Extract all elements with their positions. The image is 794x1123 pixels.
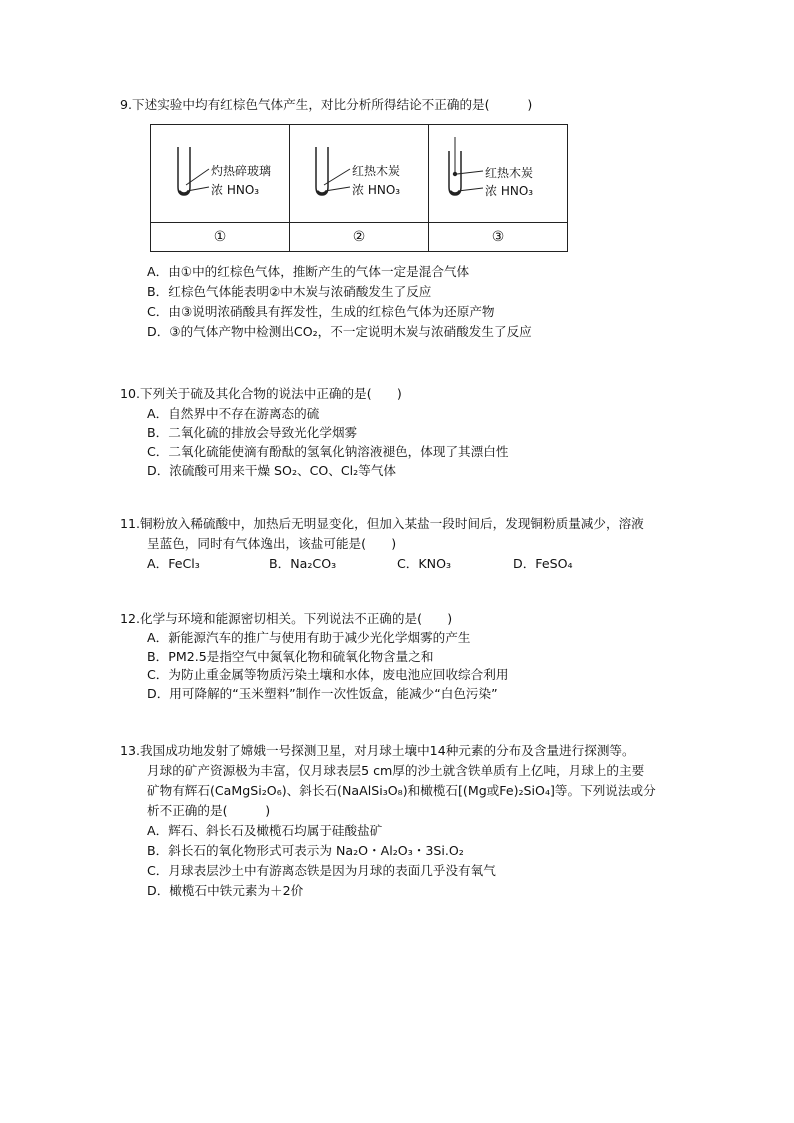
option-c: C．为防止重金属等物质污染土壤和水体，废电池应回收综合利用 bbox=[147, 667, 509, 682]
option-a: A．辉石、斜长石及橄榄石均属于硅酸盐矿 bbox=[147, 823, 383, 838]
option-c: C．由③说明浓硝酸具有挥发性，生成的红棕色气体为还原产物 bbox=[147, 304, 495, 319]
option-c: C．二氧化硫能使滴有酚酞的氢氧化钠溶液褪色，体现了其漂白性 bbox=[147, 444, 509, 459]
question-13 bbox=[120, 741, 720, 901]
question-11 bbox=[120, 514, 720, 574]
question-stem: 10.下列关于硫及其化合物的说法中正确的是( ) bbox=[120, 386, 402, 401]
reagent-label-top: 灼热碎玻璃 bbox=[211, 164, 272, 178]
option-a: A．自然界中不存在游离态的硫 bbox=[147, 406, 320, 421]
option-d: D．浓硫酸可用来干燥 SO₂、CO、Cl₂等气体 bbox=[147, 463, 397, 478]
experiment-number-1: ① bbox=[151, 223, 290, 252]
question-stem-line-2: 呈蓝色，同时有气体逸出，该盐可能是( ) bbox=[147, 536, 397, 551]
option-d: D．FeSO₄ bbox=[513, 556, 573, 571]
option-a: A．FeCl₃ bbox=[147, 556, 200, 571]
question-9-options bbox=[120, 262, 720, 342]
reagent-label-top: 红热木炭 bbox=[352, 164, 401, 178]
experiment-number-3: ③ bbox=[429, 223, 568, 252]
reagent-label-top: 红热木炭 bbox=[485, 166, 534, 180]
question-stem-line-1: 11.铜粉放入稀硫酸中，加热后无明显变化，但加入某盐一段时间后，发现铜粉质量减少，溶液 bbox=[120, 516, 644, 531]
reagent-label-bottom: 浓 HNO₃ bbox=[485, 184, 534, 198]
question-9 bbox=[120, 95, 720, 115]
experiment-cell-1 bbox=[151, 125, 290, 223]
experiment-table bbox=[150, 124, 568, 252]
option-a: A．由①中的红棕色气体，推断产生的气体一定是混合气体 bbox=[147, 264, 470, 279]
question-stem-line-1: 13.我国成功地发射了嫦娥一号探测卫星，对月球土壤中14种元素的分布及含量进行探测等。 bbox=[120, 743, 635, 758]
question-stem: 9.下述实验中均有红棕色气体产生，对比分析所得结论不正确的是( ) bbox=[120, 97, 533, 112]
question-stem: 12.化学与环境和能源密切相关。下列说法不正确的是( ) bbox=[120, 611, 453, 626]
question-10 bbox=[120, 384, 720, 480]
option-b: B．二氧化硫的排放会导致光化学烟雾 bbox=[147, 425, 358, 440]
experiment-cell-2 bbox=[290, 125, 429, 223]
option-b: B．斜长石的氧化物形式可表示为 Na₂O・Al₂O₃・3Si.O₂ bbox=[147, 843, 464, 858]
question-stem-line-4: 析不正确的是( ) bbox=[147, 803, 271, 818]
experiment-cell-3 bbox=[429, 125, 568, 223]
reagent-label-bottom: 浓 HNO₃ bbox=[211, 183, 260, 197]
option-d: D．③的气体产物中检测出CO₂，不一定说明木炭与浓硝酸发生了反应 bbox=[147, 324, 532, 339]
question-stem-line-3: 矿物有辉石(CaMgSi₂O₆)、斜长石(NaAlSi₃O₈)和橄榄石[(Mg或Fe)₂SiO₄]等。下列说法或分 bbox=[147, 783, 656, 798]
option-c: C．月球表层沙土中有游离态铁是因为月球的表面几乎没有氧气 bbox=[147, 863, 496, 878]
question-stem-line-2: 月球的矿产资源极为丰富，仅月球表层5 cm厚的沙土就含铁单质有上亿吨，月球上的主要 bbox=[147, 763, 645, 778]
option-b: B．红棕色气体能表明②中木炭与浓硝酸发生了反应 bbox=[147, 284, 432, 299]
option-b: B．Na₂CO₃ bbox=[269, 556, 337, 571]
experiment-number-2: ② bbox=[290, 223, 429, 252]
reagent-label-bottom: 浓 HNO₃ bbox=[352, 183, 401, 197]
option-b: B．PM2.5是指空气中氮氧化物和硫氧化物含量之和 bbox=[147, 648, 434, 664]
option-d: D．用可降解的“玉米塑料”制作一次性饭盒，能减少“白色污染” bbox=[147, 685, 498, 701]
option-a: A．新能源汽车的推广与使用有助于减少光化学烟雾的产生 bbox=[147, 630, 471, 645]
option-c: C．KNO₃ bbox=[397, 556, 452, 571]
option-d: D．橄榄石中铁元素为＋2价 bbox=[147, 883, 304, 898]
question-12 bbox=[120, 609, 720, 703]
